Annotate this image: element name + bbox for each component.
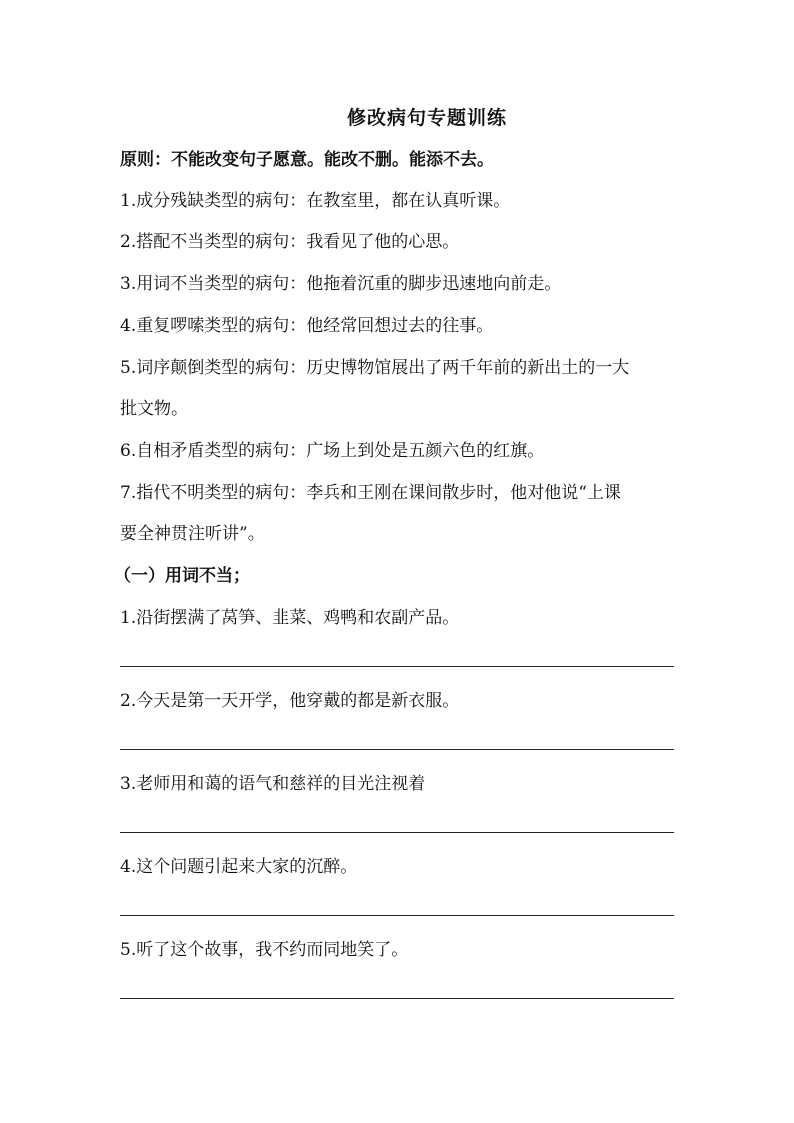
type-line-7: 7.指代不明类型的病句：李兵和王刚在课间散步时，他对他说“上课 <box>120 483 621 503</box>
answer-line-3[interactable] <box>120 832 674 833</box>
type-line-6: 6.自相矛盾类型的病句：广场上到处是五颜六色的红旗。 <box>120 441 545 461</box>
exercise-4: 4.这个问题引起来大家的沉醉。 <box>120 857 358 877</box>
answer-line-2[interactable] <box>120 749 674 750</box>
exercise-3: 3.老师用和蔼的语气和慈祥的目光注视着 <box>120 774 426 794</box>
exercise-1: 1.沿街摆满了莴笋、韭菜、鸡鸭和农副产品。 <box>120 608 460 628</box>
type-line-4: 4.重复啰嗦类型的病句：他经常回想过去的往事。 <box>120 316 494 336</box>
type-line-7-cont: 要全神贯注听讲”。 <box>120 524 265 544</box>
type-line-2: 2.搭配不当类型的病句：我看见了他的心思。 <box>120 232 460 252</box>
type-line-5: 5.词序颠倒类型的病句：历史博物馆展出了两千年前的新出土的一大 <box>120 358 630 378</box>
type-line-5-cont: 批文物。 <box>120 399 188 419</box>
page-title: 修改病句专题训练 <box>346 107 507 129</box>
section-heading: （一）用词不当； <box>114 566 250 586</box>
exercise-2: 2.今天是第一天开学，他穿戴的都是新衣服。 <box>120 691 460 711</box>
answer-line-1[interactable] <box>120 666 674 667</box>
exercise-5: 5.听了这个故事，我不约而同地笑了。 <box>120 940 409 960</box>
type-line-3: 3.用词不当类型的病句：他拖着沉重的脚步迅速地向前走。 <box>120 274 562 294</box>
type-line-1: 1.成分残缺类型的病句：在教室里，都在认真听课。 <box>120 191 511 211</box>
principle-text: 原则：不能改变句子愿意。能改不删。能添不去。 <box>120 150 494 170</box>
answer-line-4[interactable] <box>120 915 674 916</box>
answer-line-5[interactable] <box>120 998 674 999</box>
